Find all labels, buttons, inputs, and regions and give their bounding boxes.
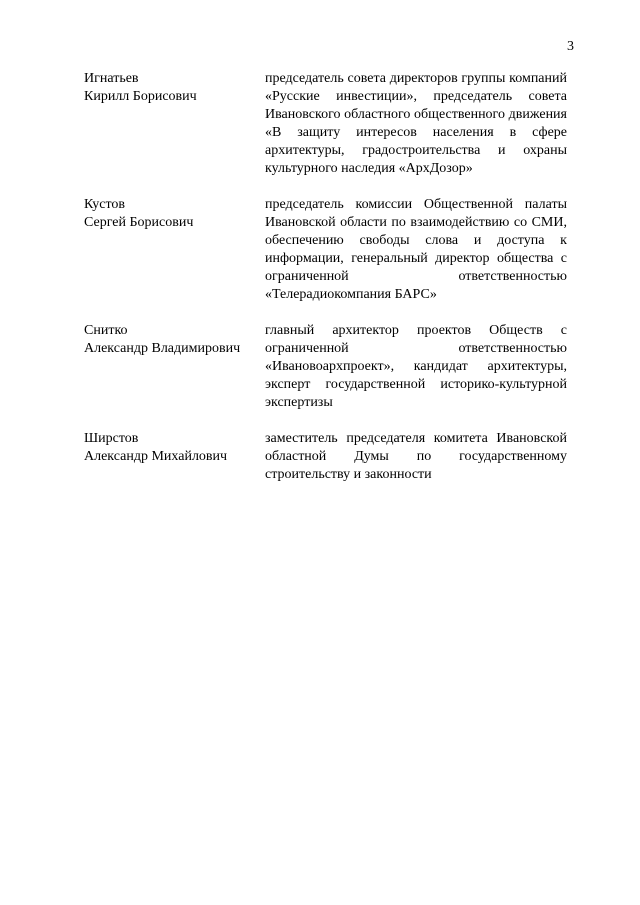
member-entry <box>84 322 567 412</box>
member-entry <box>84 196 567 304</box>
member-name <box>84 196 265 304</box>
member-given-names: Кирилл Борисович <box>84 89 197 104</box>
member-name <box>84 430 265 484</box>
member-name <box>84 322 265 412</box>
member-entry <box>84 70 567 178</box>
member-given-names: Сергей Борисович <box>84 215 194 230</box>
member-position: председатель комиссии Общественной палаты Ивановской области по взаимодействию со СМИ, обеспечению свободы слова и доступа к информации, генеральный директор общества с ограниченной ответственностью «Телерадиокомпания БАРС» <box>265 197 567 302</box>
member-entry <box>84 430 567 484</box>
member-given-names: Александр Владимирович <box>84 341 241 356</box>
members-list <box>84 70 567 502</box>
member-position: главный архитектор проектов Обществ с ограниченной ответственностью «Ивановоархпроект», кандидат архитектуры, эксперт государственной историко-культурной экспертизы <box>265 323 567 410</box>
member-position: председатель совета директоров группы компаний «Русские инвестиции», председатель совета Ивановского областного общественного движения «В защиту интересов населения в сфере архитектуры, градостроительства и охраны культурного наследия «АрхДозор» <box>265 71 567 176</box>
member-position: заместитель председателя комитета Ивановской областной Думы по государственному строительству и законности <box>265 431 567 482</box>
member-surname: Снитко <box>84 323 128 338</box>
member-surname: Кустов <box>84 197 126 212</box>
page-number: 3 <box>567 39 574 54</box>
member-surname: Игнатьев <box>84 71 139 86</box>
member-name <box>84 70 265 178</box>
member-given-names: Александр Михайлович <box>84 449 228 464</box>
member-surname: Ширстов <box>84 431 139 446</box>
